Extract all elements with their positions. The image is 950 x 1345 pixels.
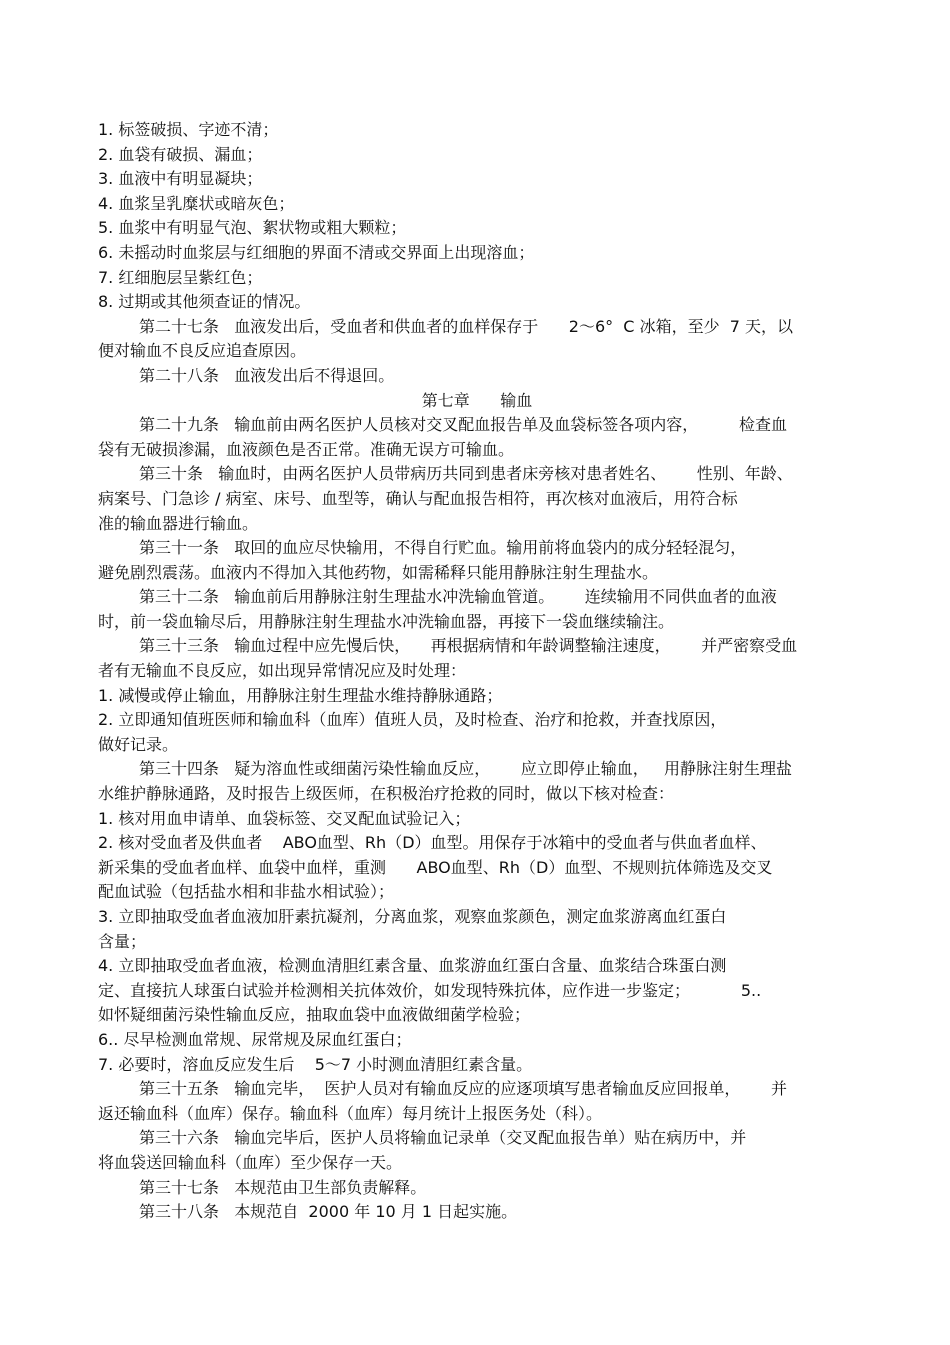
text-line: 第三十二条 输血前后用静脉注射生理盐水冲洗输血管道。 连续输用不同供血者的血液 [139,587,777,607]
text-line: 第三十四条 疑为溶血性或细菌污染性输血反应， 应立即停止输血， 用静脉注射生理盐 [139,759,793,779]
text-line: 2. 血袋有破损、漏血； [98,144,263,164]
text-line: 1. 标签破损、字迹不清； [98,120,279,139]
text-line: 第三十条 输血时，由两名医护人员带病历共同到患者床旁核对患者姓名、 性别、年龄、 [139,464,793,484]
text-line: 4. 血浆呈乳糜状或暗灰色； [98,193,295,213]
text-line: 便对输血不良反应追查原因。 [98,341,307,361]
text-line: 配血试验（包括盐水相和非盐水相试验）； [98,882,395,902]
text-line: 含量； [98,931,147,951]
text-line: 做好记录。 [98,734,179,754]
text-line: 7. 红细胞层呈紫红色； [98,267,263,287]
text-line: 第三十五条 输血完毕， 医护人员对有输血反应的应逐项填写患者输血反应回报单， 并 [139,1079,787,1099]
text-line: 定、直接抗人球蛋白试验并检测相关抗体效价，如发现特殊抗体，应作进一步鉴定； 5.. [98,980,762,1000]
text-line: 第三十七条 本规范由卫生部负责解释。 [139,1177,427,1197]
document-body [98,118,856,1225]
text-line: 第二十九条 输血前由两名医护人员核对交叉配血报告单及血袋标签各项内容， 检查血 [139,415,787,435]
text-line: 返还输血科（血库）保存。输血科（血库）每月统计上报医务处（科）。 [98,1103,603,1123]
text-line: 6.. 尽早检测血常规、尿常规及尿血红蛋白； [98,1029,412,1049]
text-line: 新采集的受血者血样、血袋中血样，重测 ABO血型、Rh（D）血型、不规则抗体筛选及交叉 [98,857,773,877]
text-line: 者有无输血不良反应，如出现异常情况应及时处理： [98,661,467,681]
text-line: 4. 立即抽取受血者血液，检测血清胆红素含量、血浆游血红蛋白含量、血浆结合珠蛋白测 [98,956,727,976]
text-line: 3. 立即抽取受血者血液加肝素抗凝剂，分离血浆，观察血浆颜色，测定血浆游离血红蛋白 [98,907,727,926]
text-line: 1. 核对用血申请单、血袋标签、交叉配血试验记入； [98,808,471,828]
text-line: 病案号、门急诊 / 病室、床号、血型等，确认与配血报告相符，再次核对血液后，用符合标 [98,488,738,508]
text-line: 准的输血器进行输血。 [98,513,259,533]
text-line: 8. 过期或其他须查证的情况。 [98,292,311,312]
text-line: 7. 必要时，溶血反应发生后 5～7 小时测血清胆红素含量。 [98,1054,533,1074]
text-line: 袋有无破损渗漏，血液颜色是否正常。准确无误方可输血。 [98,439,515,459]
text-line: 2. 核对受血者及供血者 ABO血型、Rh（D）血型。用保存于冰箱中的受血者与供血者血样、 [98,833,767,853]
text-line: 3. 血液中有明显凝块； [98,169,263,189]
text-line: 时，前一袋血输尽后，用静脉注射生理盐水冲洗输血器，再接下一袋血继续输注。 [98,611,675,631]
text-line: 将血袋送回输血科（血库）至少保存一天。 [98,1152,403,1172]
text-line: 第三十三条 输血过程中应先慢后快， 再根据病情和年龄调整输注速度， 并严密察受血 [139,636,798,656]
text-line: 第三十八条 本规范自 2000 年 10 月 1 日起实施。 [139,1202,518,1222]
text-line: 6. 未摇动时血浆层与红细胞的界面不清或交界面上出现溶血； [98,242,535,262]
text-line: 第二十八条 血液发出后不得退回。 [139,365,395,385]
text-line: 第二十七条 血液发出后，受血者和供血者的血样保存于 2～6° C 冰箱，至少 7 天，以 [139,316,794,336]
text-line: 避免剧烈震荡。血液内不得加入其他药物，如需稀释只能用静脉注射生理盐水。 [98,562,659,582]
text-line: 5. 血浆中有明显气泡、絮状物或粗大颗粒； [98,218,407,238]
text-line: 水维护静脉通路，及时报告上级医师，在积极治疗抢救的同时，做以下核对检查： [98,784,675,804]
text-line: 第三十六条 输血完毕后，医护人员将输血记录单（交叉配血报告单）贴在病历中，并 [139,1128,747,1148]
text-line: 1. 减慢或停止输血，用静脉注射生理盐水维持静脉通路； [98,685,503,705]
text-line: 2. 立即通知值班医师和输血科（血库）值班人员，及时检查、治疗和抢救，并查找原因， [98,710,727,730]
text-line: 如怀疑细菌污染性输血反应，抽取血袋中血液做细菌学检验； [98,1005,531,1025]
chapter-heading: 第七章 输血 [421,390,533,410]
text-line: 第三十一条 取回的血应尽快输用，不得自行贮血。输用前将血袋内的成分轻轻混匀， [139,538,747,558]
